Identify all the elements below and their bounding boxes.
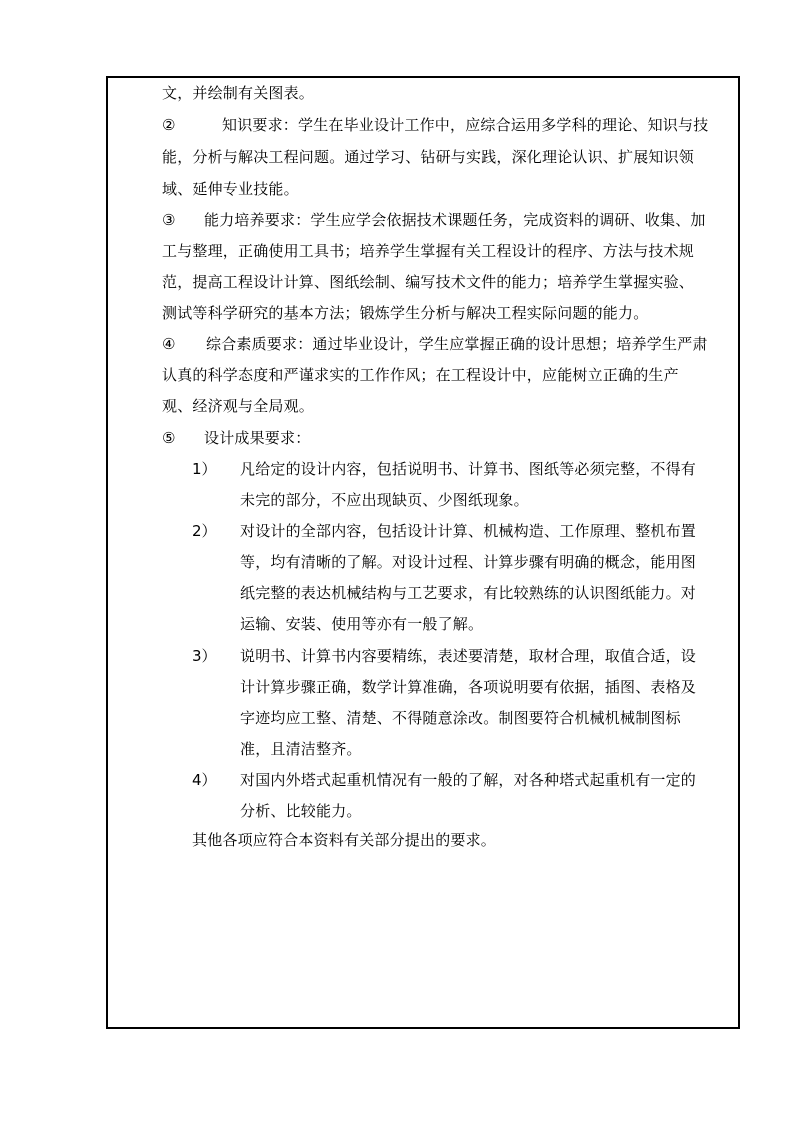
subitem-2-line-3: 纸完整的表达机械结构与工艺要求，有比较熟练的认识图纸能力。对: [240, 584, 697, 602]
subitem-3-marker: 3）: [192, 647, 217, 665]
subitem-3-line-1: 说明书、计算书内容要精练，表述要清楚，取材合理，取值合适，设: [240, 647, 697, 665]
item-4-line-3: 观、经济观与全局观。: [162, 397, 315, 415]
item-4-marker: ④: [162, 335, 176, 353]
item-5-marker: ⑤: [162, 429, 176, 447]
item-4-line-2: 认真的科学态度和严谨求实的工作作风；在工程设计中，应能树立正确的生产: [162, 366, 679, 384]
intro-continuation: 文，并绘制有关图表。: [162, 84, 315, 102]
item-2-line-2: 能，分析与解决工程问题。通过学习、钻研与实践，深化理论认识、扩展知识领: [162, 148, 695, 166]
subitem-1-marker: 1）: [192, 460, 217, 478]
subitem-4-marker: 4）: [192, 771, 217, 789]
subitem-4-line-1: 对国内外塔式起重机情况有一般的了解，对各种塔式起重机有一定的: [240, 771, 697, 789]
item-3-line-1: 能力培养要求：学生应学会依据技术课题任务，完成资料的调研、收集、加: [204, 211, 706, 229]
item-2-line-3: 域、延伸专业技能。: [162, 180, 299, 198]
item-4-line-1: 综合素质要求：通过毕业设计，学生应掌握正确的设计思想；培养学生严肃: [206, 335, 708, 353]
subitem-1-line-1: 凡给定的设计内容，包括说明书、计算书、图纸等必须完整，不得有: [240, 460, 697, 478]
item-3-marker: ③: [162, 211, 176, 229]
item-2-line-1: 知识要求：学生在毕业设计工作中，应综合运用多学科的理论、知识与技: [222, 116, 709, 134]
subitem-2-marker: 2）: [192, 522, 217, 540]
item-3-line-2: 工与整理，正确使用工具书；培养学生掌握有关工程设计的程序、方法与技术规: [162, 242, 695, 260]
item-3-line-4: 测试等科学研究的基本方法；锻炼学生分析与解决工程实际问题的能力。: [162, 304, 649, 322]
closing-sentence: 其他各项应符合本资料有关部分提出的要求。: [192, 831, 497, 849]
item-5-line-1: 设计成果要求：: [204, 429, 311, 447]
subitem-3-line-3: 字迹均应工整、清楚、不得随意涂改。制图要符合机械机械制图标: [240, 709, 681, 727]
subitem-2-line-1: 对设计的全部内容，包括设计计算、机械构造、工作原理、整机布置: [240, 522, 697, 540]
subitem-3-line-4: 准，且清洁整齐。: [240, 740, 362, 758]
subitem-3-line-2: 计计算步骤正确，数学计算准确，各项说明要有依据，插图、表格及: [240, 678, 697, 696]
subitem-4-line-2: 分析、比较能力。: [240, 802, 362, 820]
item-2-marker: ②: [162, 116, 176, 134]
item-3-line-3: 范，提高工程设计计算、图纸绘制、编写技术文件的能力；培养学生掌握实验、: [162, 273, 695, 291]
subitem-2-line-2: 等，均有清晰的了解。对设计过程、计算步骤有明确的概念，能用图: [240, 553, 697, 571]
subitem-1-line-2: 未完的部分，不应出现缺页、少图纸现象。: [240, 491, 529, 509]
subitem-2-line-4: 运输、安装、使用等亦有一般了解。: [240, 615, 484, 633]
